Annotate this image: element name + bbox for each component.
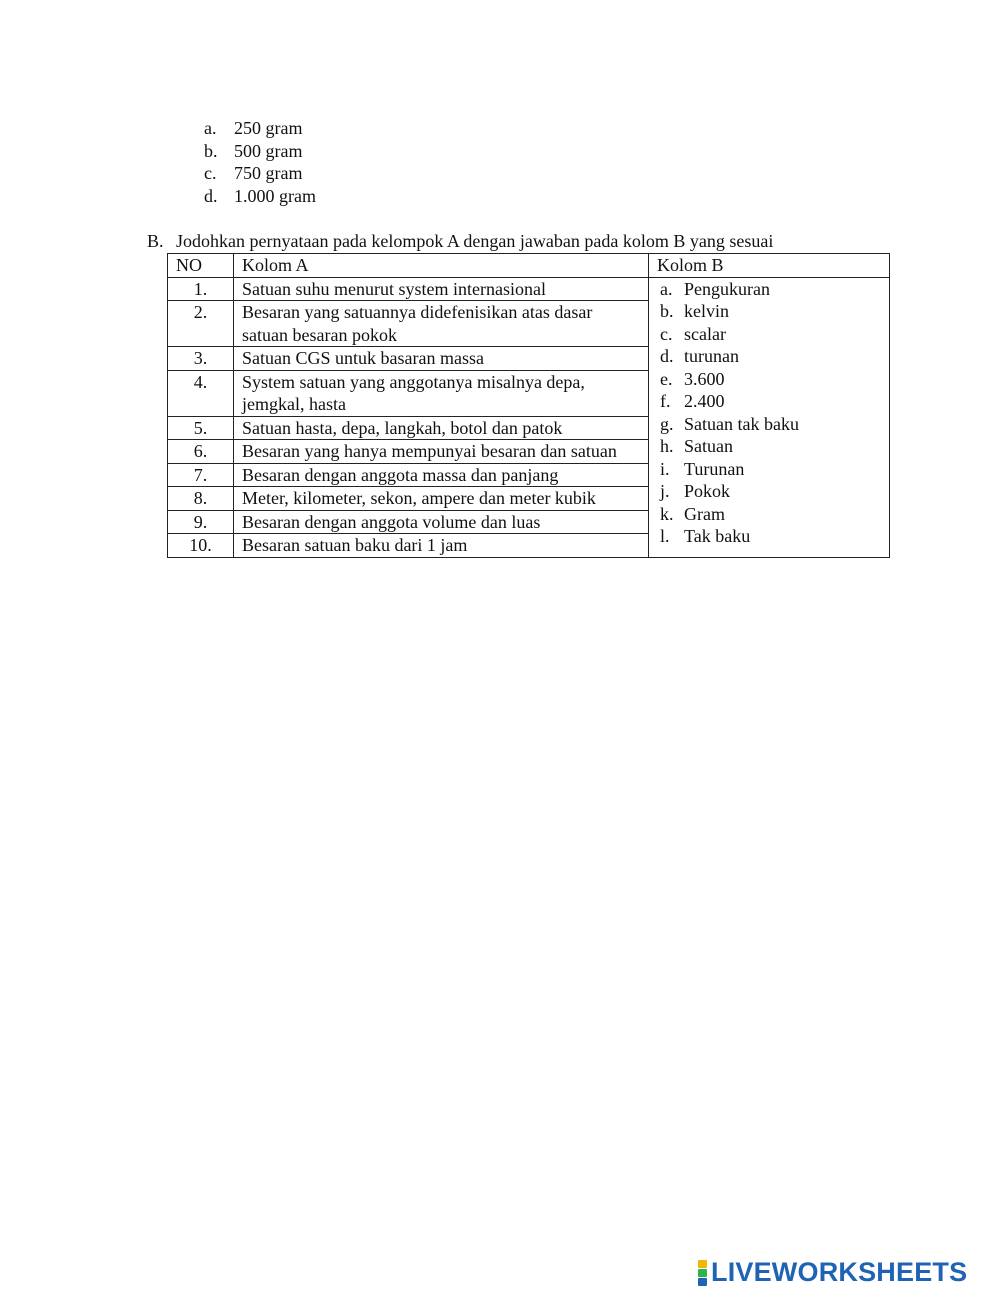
answer-item [660,435,881,458]
table-row [168,277,890,301]
answer-letter: j. [660,481,670,501]
answer-text: Turunan [684,458,745,479]
liveworksheets-watermark [698,1257,967,1288]
answer-letter: c. [660,323,673,344]
option-letter: a. [204,118,217,138]
answer-text: kelvin [684,301,729,321]
row-number: 7. [168,463,234,487]
answer-letter: i. [660,458,670,479]
answer-item [660,368,881,391]
table-header-row [168,254,890,278]
row-number: 1. [168,277,234,301]
row-statement: System satuan yang anggotanya misalnya depa, jemgkal, hasta [234,370,649,416]
answer-item [660,300,881,323]
row-number: 4. [168,370,234,416]
option-text: 1.000 gram [234,185,316,206]
answer-item [660,503,881,526]
row-statement: Satuan hasta, depa, langkah, botol dan patok [234,416,649,440]
logo-block [698,1269,707,1277]
answer-letter: g. [660,413,674,434]
logo-block [698,1260,707,1268]
answer-letter: b. [660,301,674,321]
row-statement: Satuan suhu menurut system internasional [234,277,649,301]
option-d [204,185,316,208]
logo-block [698,1278,707,1286]
answer-letter: a. [660,278,673,299]
answer-text: Satuan tak baku [684,413,799,434]
answer-text: turunan [684,346,739,366]
answer-list [649,277,890,557]
option-text: 500 gram [234,140,303,161]
row-number: 8. [168,487,234,511]
option-text: 250 gram [234,118,303,138]
instruction-text: Jodohkan pernyataan pada kelompok A dengan jawaban pada kolom B yang sesuai [176,231,774,251]
header-kolom-a: Kolom A [234,254,649,278]
header-kolom-b: Kolom B [649,254,890,278]
row-number: 9. [168,510,234,534]
liveworksheets-logo-icon [698,1260,707,1286]
option-letter: c. [204,163,217,183]
previous-question-options [204,117,316,207]
answer-text: Gram [684,503,725,524]
row-number: 10. [168,534,234,558]
answer-letter: d. [660,346,674,366]
option-text: 750 gram [234,163,303,183]
answer-letter: e. [660,368,673,389]
brand-name: LIVEWORKSHEETS [711,1257,968,1287]
row-statement: Besaran dengan anggota volume dan luas [234,510,649,534]
row-statement: Besaran yang satuannya didefenisikan atas dasar satuan besaran pokok [234,301,649,347]
row-number: 6. [168,440,234,464]
option-letter: d. [204,185,218,206]
row-statement: Meter, kilometer, sekon, ampere dan meter kubik [234,487,649,511]
answer-text: Satuan [684,436,733,456]
answer-text: scalar [684,323,726,344]
answer-letter: l. [660,526,670,546]
row-number: 5. [168,416,234,440]
row-statement: Besaran satuan baku dari 1 jam [234,534,649,558]
matching-table [167,253,890,558]
answer-text: Tak baku [684,526,751,546]
answer-item [660,480,881,503]
answer-item [660,525,881,548]
row-number: 2. [168,301,234,347]
answer-text: 2.400 [684,391,725,411]
answer-item [660,323,881,346]
option-letter: b. [204,140,218,161]
row-statement: Satuan CGS untuk basaran massa [234,347,649,371]
answer-letter: h. [660,436,674,456]
answer-text: Pengukuran [684,278,770,299]
header-no: NO [168,254,234,278]
answer-letter: k. [660,503,674,524]
answer-letter: f. [660,391,671,411]
answer-item [660,458,881,481]
section-b-instruction [147,230,773,252]
answer-text: Pokok [684,481,731,501]
row-number: 3. [168,347,234,371]
answer-text: 3.600 [684,368,725,389]
option-c [204,162,316,185]
answer-item [660,413,881,436]
option-b [204,140,316,163]
row-statement: Besaran dengan anggota massa dan panjang [234,463,649,487]
answer-item [660,345,881,368]
section-letter: B. [147,231,164,251]
answer-item [660,278,881,301]
option-a [204,117,316,140]
answer-item [660,390,881,413]
row-statement: Besaran yang hanya mempunyai besaran dan satuan [234,440,649,464]
